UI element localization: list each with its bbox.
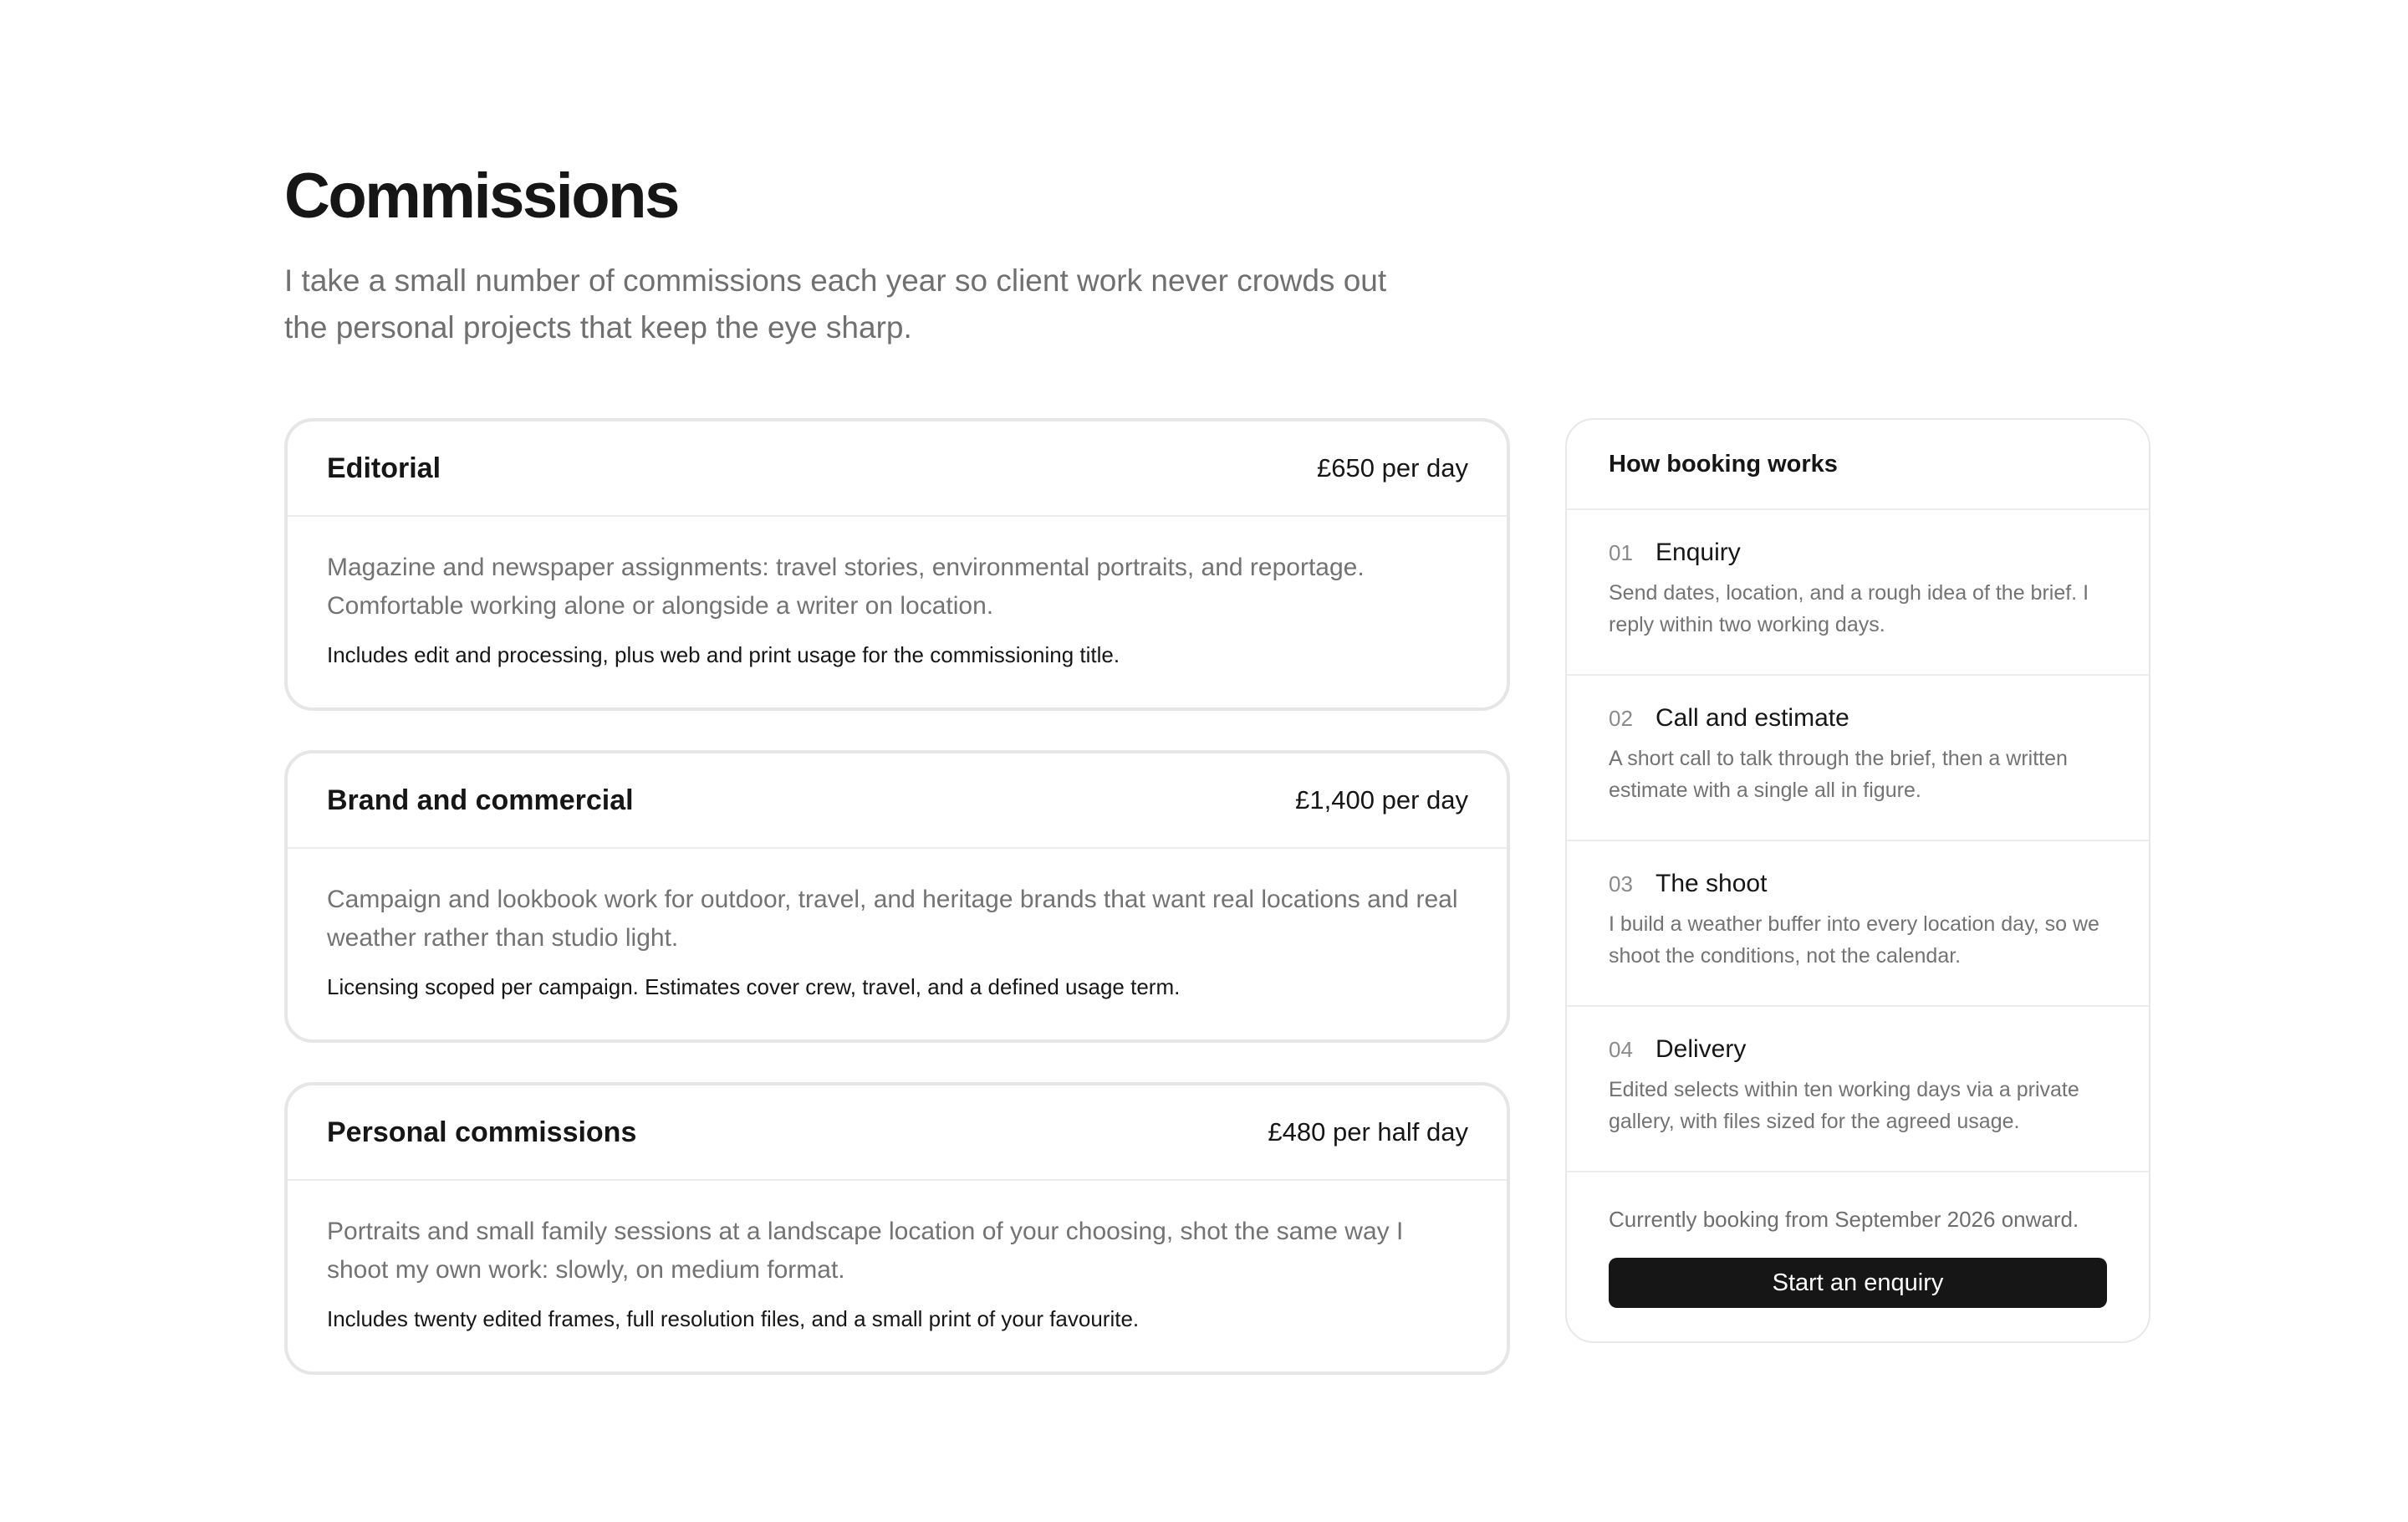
service-card-body xyxy=(288,849,1507,1001)
service-note: Includes edit and processing, plus web and print usage for the commissioning title. xyxy=(327,642,1120,667)
booking-step-call-and-estimate xyxy=(1567,676,2149,841)
step-description: Send dates, location, and a rough idea of the brief. I reply within two working days. xyxy=(1609,581,2089,636)
step-title: Delivery xyxy=(1656,1035,1747,1063)
step-title: Call and estimate xyxy=(1656,704,1849,732)
service-card-body xyxy=(288,1181,1507,1333)
availability-text: Currently booking from September 2026 onward. xyxy=(1609,1207,2079,1232)
step-heading xyxy=(1609,1035,2107,1064)
step-number: 02 xyxy=(1609,706,1633,731)
step-title: The shoot xyxy=(1656,870,1768,897)
service-description: Portraits and small family sessions at a landscape location of your choosing, shot the same way I shoot my own work: slowly, on medium format. xyxy=(327,1218,1404,1284)
service-note: Includes twenty edited frames, full resolution files, and a small print of your favourite. xyxy=(327,1306,1140,1331)
booking-footer xyxy=(1567,1172,2149,1308)
step-heading xyxy=(1609,704,2107,733)
service-card-header xyxy=(288,1085,1507,1181)
service-card-header xyxy=(288,753,1507,849)
step-number: 01 xyxy=(1609,540,1633,565)
service-description: Campaign and lookbook work for outdoor, travel, and heritage brands that want real locations and real weather rather than studio light. xyxy=(327,886,1458,952)
service-card-header xyxy=(288,421,1507,517)
step-description: A short call to talk through the brief, then a written estimate with a single all in figure. xyxy=(1609,747,2068,802)
service-title: Brand and commercial xyxy=(327,784,634,816)
service-title: Personal commissions xyxy=(327,1116,637,1148)
page-intro: I take a small number of commissions each year so client work never crowds out the personal projects that keep the eye sharp. xyxy=(284,263,1387,345)
step-description: I build a weather buffer into every location day, so we shoot the conditions, not the calendar. xyxy=(1609,912,2099,968)
service-card-brand-commercial xyxy=(284,750,1510,1043)
service-title: Editorial xyxy=(327,452,441,484)
step-number: 04 xyxy=(1609,1037,1633,1062)
booking-panel-title: How booking works xyxy=(1567,420,2149,510)
service-card-editorial xyxy=(284,418,1510,711)
booking-step-enquiry xyxy=(1567,510,2149,676)
service-cards xyxy=(284,418,1510,1414)
service-note: Licensing scoped per campaign. Estimates cover crew, travel, and a defined usage term. xyxy=(327,974,1181,999)
service-price: £650 per day xyxy=(1317,453,1468,483)
booking-step-delivery xyxy=(1567,1007,2149,1172)
page-title: Commissions xyxy=(284,161,678,232)
step-number: 03 xyxy=(1609,871,1633,896)
service-price: £1,400 per day xyxy=(1295,785,1468,815)
step-description: Edited selects within ten working days via a private gallery, with files sized for the agreed usage. xyxy=(1609,1078,2079,1133)
service-card-body xyxy=(288,517,1507,669)
step-heading xyxy=(1609,870,2107,898)
service-price: £480 per half day xyxy=(1268,1117,1468,1147)
booking-panel xyxy=(1565,418,2150,1343)
booking-step-the-shoot xyxy=(1567,841,2149,1007)
service-card-personal-commissions xyxy=(284,1082,1510,1375)
service-description: Magazine and newspaper assignments: travel stories, environmental portraits, and reportage. Comfortable working alone or alongside a writer on location. xyxy=(327,554,1365,620)
start-enquiry-button[interactable]: Start an enquiry xyxy=(1609,1258,2107,1308)
step-heading xyxy=(1609,539,2107,567)
step-title: Enquiry xyxy=(1656,539,1741,566)
page-header xyxy=(284,151,1455,351)
